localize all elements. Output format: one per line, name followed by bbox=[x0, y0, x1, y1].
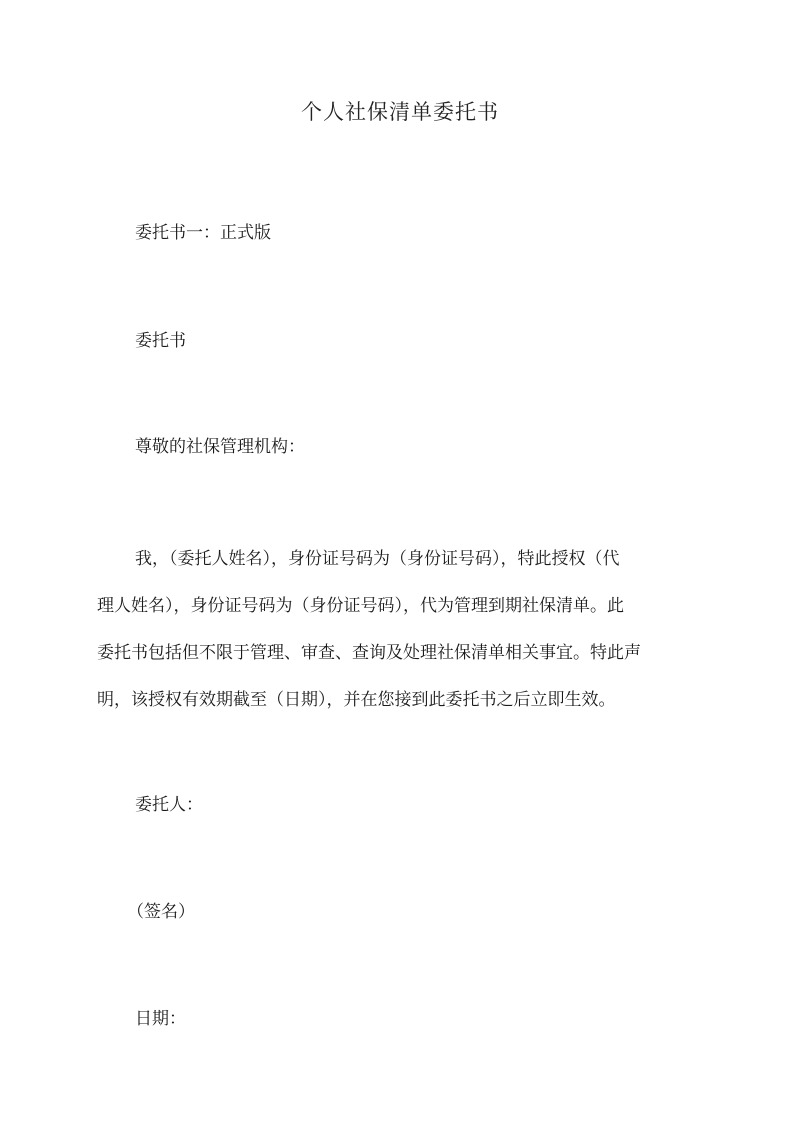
body-line: 委托书包括但不限于管理、审查、查询及处理社保清单相关事宜。特此声 bbox=[97, 643, 641, 663]
document-subtitle: 委托书一：正式版 bbox=[135, 223, 271, 243]
signature-label: （签名） bbox=[127, 902, 195, 922]
body-line: 理人姓名），身份证号码为（身份证号码），代为管理到期社保清单。此 bbox=[97, 596, 624, 616]
body-paragraph bbox=[97, 536, 705, 724]
date-label: 日期： bbox=[135, 1009, 186, 1029]
letter-heading: 委托书 bbox=[135, 331, 186, 351]
salutation: 尊敬的社保管理机构： bbox=[135, 437, 305, 457]
body-line: 我，（委托人姓名），身份证号码为（身份证号码），特此授权（代 bbox=[135, 549, 620, 569]
body-line: 明，该授权有效期截至（日期），并在您接到此委托书之后立即生效。 bbox=[97, 690, 616, 710]
principal-label: 委托人： bbox=[135, 795, 203, 815]
document-title: 个人社保清单委托书 bbox=[301, 100, 499, 124]
